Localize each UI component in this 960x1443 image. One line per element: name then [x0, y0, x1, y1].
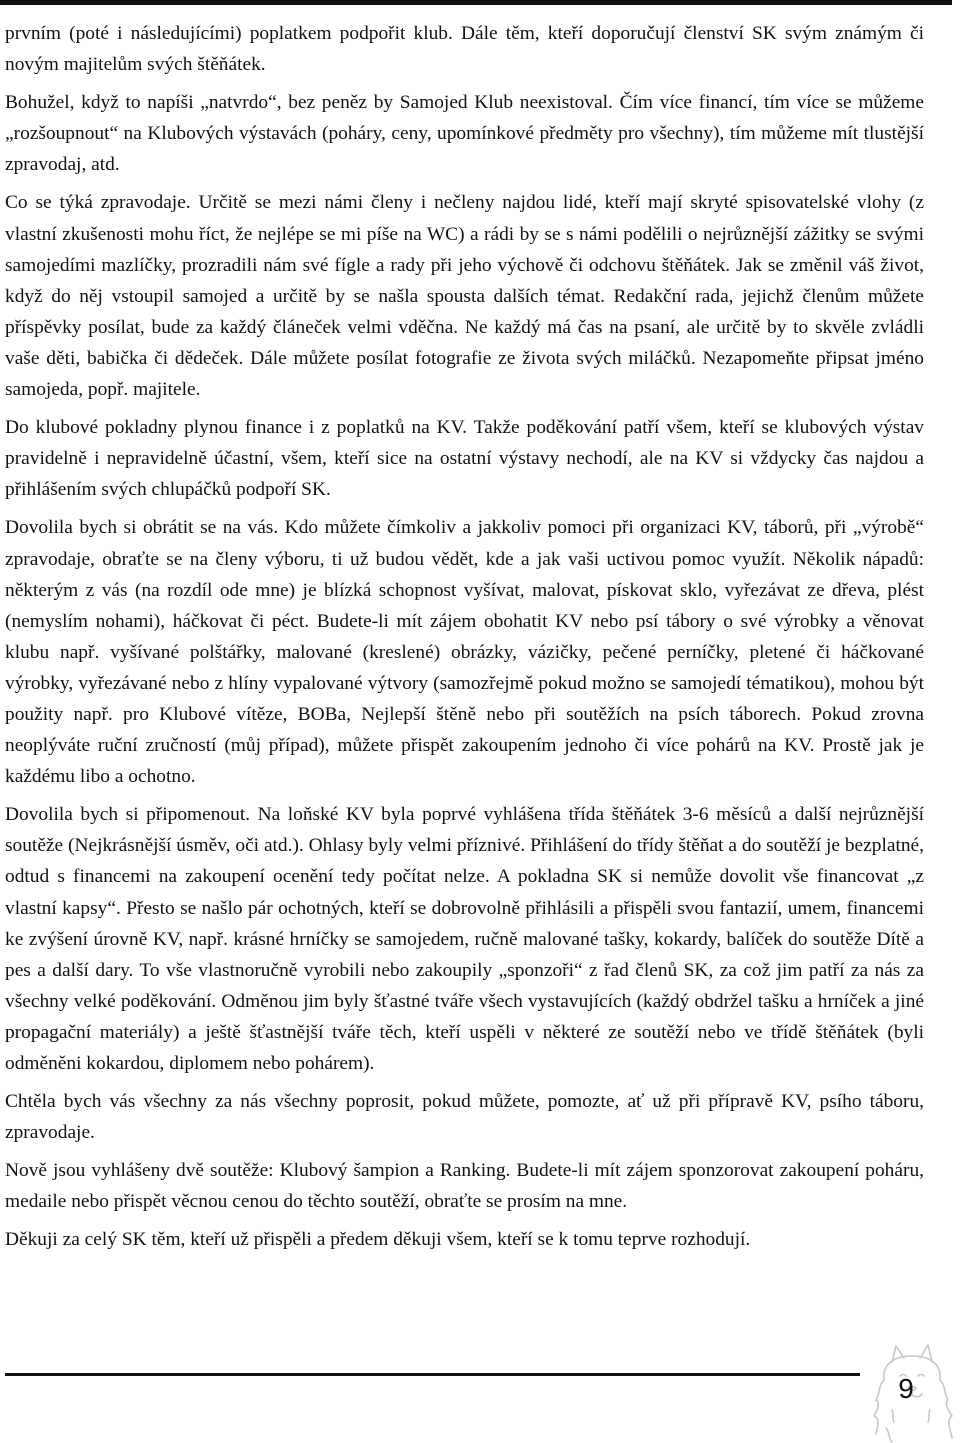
- paragraph-2: Bohužel, když to napíši „natvrdo“, bez peněz by Samojed Klub neexistoval. Čím více financí, tím více se můžeme „rozšoupnout“ na Klubových výstavách (poháry, ceny, upomínkové předměty pro všechny), tím můžeme mít tlustější zpravodaj, atd.: [5, 92, 924, 176]
- bottom-rule: [5, 1373, 860, 1376]
- paragraph-9: Děkuji za celý SK těm, kteří už přispěli a předem děkuji všem, kteří se k tomu teprve rozhodují.: [5, 1229, 751, 1251]
- paragraph-7: Chtěla bych vás všechny za nás všechny poprosit, pokud můžete, pomozte, ať už při přípravě KV, psího táboru, zpravodaje.: [5, 1091, 924, 1144]
- paragraph-4: Do klubové pokladny plynou finance i z poplatků na KV. Takže poděkování patří všem, kteří se klubových výstav pravidelně i nepravidelně účastní, všem, kteří sice na ostatní výstavy nechodí, ale na KV si vždycky čas najdou a přihlášením svých chlupáčků podpoří SK.: [5, 417, 924, 501]
- paragraph-8: Nově jsou vyhlášeny dvě soutěže: Klubový šampion a Ranking. Budete-li mít zájem sponzorovat zakoupení poháru, medaile nebo přispět věcnou cenou do těchto soutěží, obraťte se prosím na mne.: [5, 1160, 924, 1213]
- paragraph-3: Co se týká zpravodaje. Určitě se mezi námi členy i nečleny najdou lidé, kteří mají skryté spisovatelské vlohy (z vlastní zkušenosti mohu říct, že nejlépe se mi píše na WC) a rádi by se s námi podělili o nejrůznější zážitky se svými samojedími mazlíčky, prozradili nám své fígle a rady při jeho výchově či odchovu štěňátek. Jak se změnil váš život, když do něj vstoupil samojed a určitě by se našla spousta dalších témat. Redakční rada, jejichž členům můžete příspěvky posílat, bude za každý článeček velmi vděčna. Ne každý má čas na psaní, ale určitě by to skvěle zvládli vaše děti, babička či dědeček. Dále můžete posílat fotografie ze života svých miláčků. Nezapomeňte připsat jméno samojeda, popř. majitele.: [5, 192, 924, 401]
- top-rule: [0, 0, 952, 5]
- paragraph-5: Dovolila bych si obrátit se na vás. Kdo můžete čímkoliv a jakkoliv pomoci při organizaci KV, táborů, při „výrobě“ zpravodaje, obraťte se na členy výboru, ti už budou vědět, kde a jak vaši uctivou pomoc využít. Několik nápadů: některým z vás (na rozdíl ode mne) je blízká schopnost vyšívat, malovat, pískovat sklo, vyřezávat ze dřeva, plést (nemyslím nohami), háčkovat či péct. Budete-li mít zájem obohatit KV nebo psí tábory o své výrobky a věnovat klubu např. vyšívané polštářky, malované (kreslené) obrázky, vázičky, pečené perníčky, pletené či háčkované výrobky, vyřezávané nebo z hlíny vypalované výtvory (samozřejmě pokud možno se samojedí tématikou), mohou být použity např. pro Klubové vítěze, BOBa, Nejlepší štěně nebo při soutěžích na psích táborech. Pokud zrovna neoplýváte ruční zručností (můj případ), můžete přispět zakoupením jednoho či více pohárů na KV. Prostě jak je každému libo a ochotno.: [5, 517, 924, 788]
- article-body: [5, 18, 924, 1263]
- paragraph-1: prvním (poté i následujícími) poplatkem podpořit klub. Dále těm, kteří doporučují členství SK svým známým či novým majitelům svých štěňátek.: [5, 23, 924, 76]
- paragraph-6: Dovolila bych si připomenout. Na loňské KV byla poprvé vyhlášena třída štěňátek 3-6 měsíců a další nejrůznější soutěže (Nejkrásnější úsměv, oči atd.). Ohlasy byly velmi příznivé. Přihlášení do třídy štěňat a do soutěží je bezplatné, odtud s financemi na zakoupení ocenění tedy počítat nelze. A pokladna SK si nemůže dovolit vše financovat „z vlastní kapsy“. Přesto se našlo pár ochotných, kteří se dobrovolně přihlásili a přispěli svou fantazií, umem, financemi ke zvýšení úrovně KV, např. krásné hrníčky se samojedem, ručně malované tašky, kokardy, balíček do soutěže Dítě a pes a další dary. To vše vlastnoručně vyrobili nebo zakoupily „sponzoři“ z řad členů SK, za což jim patří za nás za všechny velké poděkování. Odměnou jim byly šťastné tváře všech vystavujících (každý obdržel tašku a hrníček a jiné propagační materiály) a ještě šťastnější tváře těch, kteří uspěli v některé ze soutěží nebo ve třídě štěňátek (byli odměněni kokardou, diplomem nebo pohárem).: [5, 804, 924, 1074]
- page-number: 9: [898, 1373, 914, 1404]
